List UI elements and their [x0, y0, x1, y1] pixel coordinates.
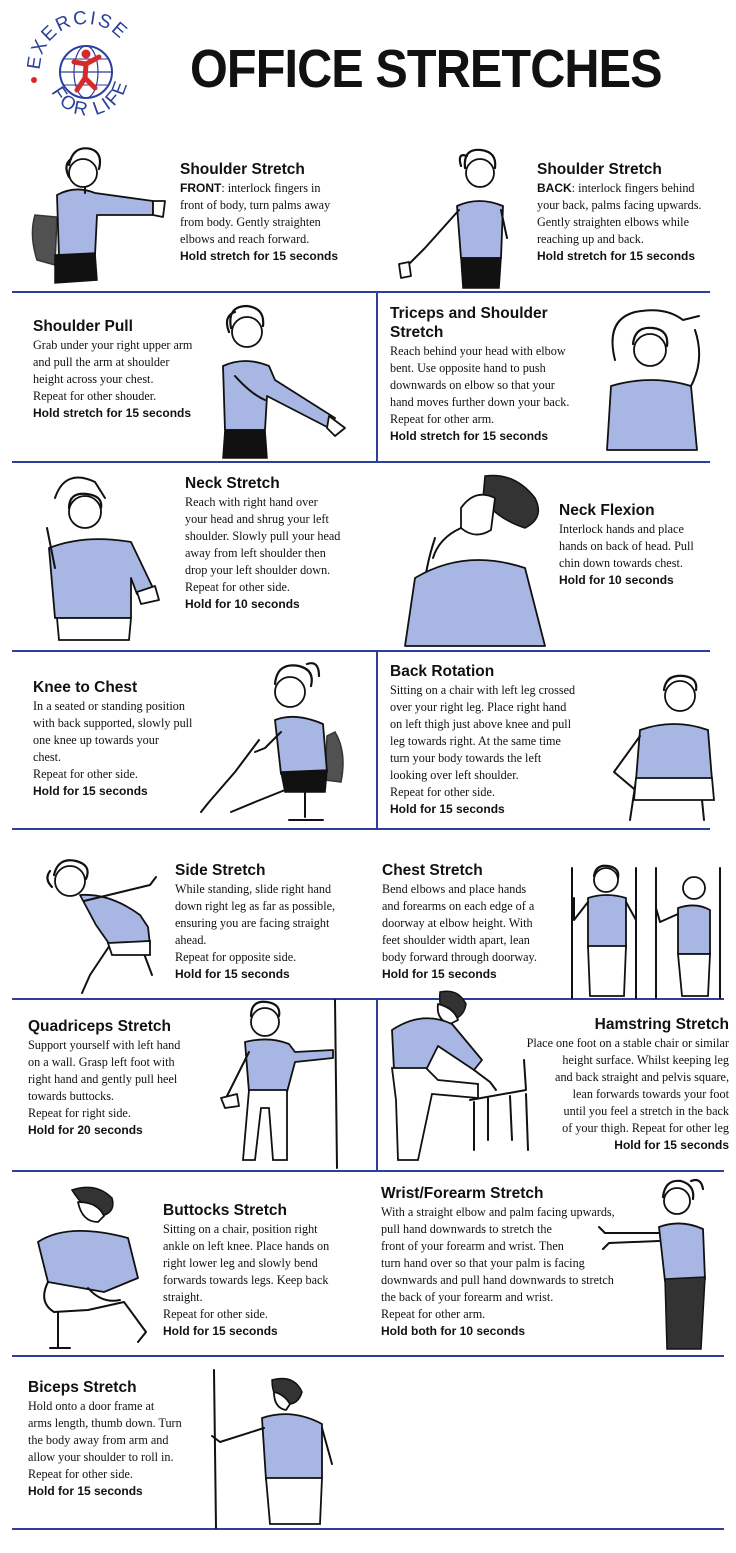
exercise-line: with back supported, slowly pull [33, 716, 193, 730]
exercise-hold: Hold for 10 seconds [185, 597, 300, 611]
exercise-line: ankle on left knee. Place hands on [163, 1239, 330, 1253]
exercise-line: In a seated or standing position [33, 699, 185, 713]
exercise-line: elbows and reach forward. [180, 232, 310, 246]
exercise-line: the back of your forearm and wrist. [381, 1290, 554, 1304]
exercise-line: pull hand downwards to stretch the [381, 1222, 552, 1236]
exercise-line: towards buttocks. [28, 1089, 114, 1103]
exercise-line: Repeat for other shouder. [33, 389, 157, 403]
exercise-line: and forearms on each edge of a [382, 899, 535, 913]
exercise-hold: Hold for 15 seconds [614, 1138, 729, 1152]
side-stretch-illustration [40, 855, 165, 995]
exercise-line: forwards towards legs. Keep back [163, 1273, 329, 1287]
exercise-quadriceps-stretch [28, 1017, 223, 1139]
exercise-hold: Hold for 15 seconds [33, 784, 148, 798]
exercise-hold: Hold for 15 seconds [28, 1484, 143, 1498]
exercise-line: looking over left shoulder. [390, 768, 519, 782]
exercise-line: front of your forearm and wrist. Then [381, 1239, 564, 1253]
exercise-title: Quadriceps Stretch [28, 1018, 171, 1035]
buttocks-stretch-illustration [28, 1182, 163, 1352]
exercise-line: arms length, thumb down. Turn [28, 1416, 182, 1430]
exercise-line: Reach behind your head with elbow [390, 344, 566, 358]
exercise-line: shoulder. Slowly pull your head [185, 529, 341, 543]
exercise-line: and pull the arm at shoulder [33, 355, 170, 369]
exercise-line: away from left shoulder then [185, 546, 326, 560]
exercise-line: Repeat for opposite side. [175, 950, 297, 964]
exercise-lead: FRONT [180, 181, 222, 195]
exercise-line: allow your shoulder to roll in. [28, 1450, 174, 1464]
exercise-title: Shoulder Stretch [537, 161, 662, 178]
exercise-hold: Hold for 20 seconds [28, 1123, 143, 1137]
exercise-line: : interlock fingers behind [571, 181, 695, 195]
exercise-lead: BACK [537, 181, 572, 195]
divider [12, 1528, 724, 1530]
exercise-line: down right leg as far as possible, [175, 899, 336, 913]
exercise-line: Repeat for other side. [185, 580, 290, 594]
divider [12, 291, 710, 293]
divider [12, 998, 724, 1000]
exercise-hold: Hold for 15 seconds [390, 802, 505, 816]
exercise-line: lean forwards towards your foot [572, 1087, 729, 1101]
chest-stretch-illustration [560, 858, 730, 998]
exercise-line: Interlock hands and place [559, 522, 684, 536]
exercise-line: the body away from arm and [28, 1433, 169, 1447]
exercise-line: Repeat for right side. [28, 1106, 131, 1120]
exercise-line: chest. [33, 750, 62, 764]
exercise-hold: Hold for 10 seconds [559, 573, 674, 587]
exercise-hold: Hold stretch for 15 seconds [537, 249, 696, 263]
shoulder-stretch-back-illustration [395, 138, 535, 290]
exercise-line: turn hand over so that your palm is facing [381, 1256, 585, 1270]
page-title: OFFICE STRETCHES [190, 39, 662, 99]
exercise-line: one knee up towards your [33, 733, 159, 747]
exercise-line: hand moves further down your back. [390, 395, 570, 409]
exercise-line: chin down towards chest. [559, 556, 683, 570]
exercise-line: drop your left shoulder down. [185, 563, 331, 577]
exercise-title: Chest Stretch [382, 862, 483, 879]
exercise-shoulder-pull [33, 317, 233, 422]
exercise-chest-stretch [382, 861, 562, 983]
exercise-title: Shoulder Stretch [180, 161, 305, 178]
exercise-line: : interlock fingers in [221, 181, 321, 195]
exercise-line: turn your body towards the left [390, 751, 542, 765]
exercise-title: Triceps and Shoulder Stretch [390, 305, 548, 341]
column-divider [376, 652, 378, 828]
exercise-line: and back straight and pelvis square, [555, 1070, 729, 1084]
exercise-line: Reach with right hand over [185, 495, 318, 509]
exercise-line: Repeat for other arm. [381, 1307, 486, 1321]
exercise-line: Support yourself with left hand [28, 1038, 181, 1052]
exercise-line: front of body, turn palms away [180, 198, 331, 212]
exercise-line: feet shoulder width apart, lean [382, 933, 530, 947]
exercise-title: Neck Flexion [559, 502, 655, 519]
exercise-line: With a straight elbow and palm facing upwards, [381, 1205, 615, 1219]
exercise-triceps-shoulder-stretch [390, 304, 600, 445]
exercise-line: Place one foot on a stable chair or similar [526, 1036, 729, 1050]
divider [12, 1355, 724, 1357]
exercise-line: your head and shrug your left [185, 512, 329, 526]
exercise-shoulder-stretch-back [537, 160, 732, 265]
exercise-hold: Hold stretch for 15 seconds [180, 249, 339, 263]
back-rotation-illustration [600, 660, 720, 825]
triceps-shoulder-stretch-illustration [595, 300, 715, 460]
divider [12, 1170, 724, 1172]
wrist-forearm-stretch-illustration [595, 1175, 725, 1353]
exercise-line: downwards on elbow so that your [390, 378, 555, 392]
divider [12, 461, 710, 463]
exercise-neck-flexion [559, 501, 729, 589]
exercise-line: hands on back of head. Pull [559, 539, 694, 553]
exercise-line: Hold onto a door frame at [28, 1399, 155, 1413]
exercise-title: Knee to Chest [33, 679, 138, 696]
exercise-line: leg towards right. At the same time [390, 734, 561, 748]
exercise-line: Bend elbows and place hands [382, 882, 527, 896]
neck-flexion-illustration [395, 468, 555, 648]
exercise-line: downwards and pull hand downwards to stretch [381, 1273, 614, 1287]
exercise-hold: Hold for 15 seconds [175, 967, 290, 981]
exercise-title: Back Rotation [390, 663, 495, 680]
exercise-shoulder-stretch-front [180, 160, 370, 265]
exercise-neck-stretch [185, 474, 375, 613]
exercise-line: doorway at elbow height. With [382, 916, 533, 930]
exercise-line: Repeat for other side. [390, 785, 495, 799]
exercise-title: Biceps Stretch [28, 1379, 137, 1396]
exercise-title: Wrist/Forearm Stretch [381, 1185, 544, 1202]
column-divider [376, 293, 378, 461]
exercise-hold: Hold stretch for 15 seconds [390, 429, 549, 443]
exercise-title: Neck Stretch [185, 475, 280, 492]
exercise-line: on a wall. Grasp left foot with [28, 1055, 175, 1069]
exercise-back-rotation [390, 662, 605, 818]
exercise-line: straight. [163, 1290, 203, 1304]
exercise-line: While standing, slide right hand [175, 882, 332, 896]
exercise-line: Repeat for other side. [163, 1307, 268, 1321]
exercise-line: Sitting on a chair, position right [163, 1222, 318, 1236]
exercise-line: Repeat for other side. [33, 767, 138, 781]
shoulder-pull-illustration [205, 296, 350, 460]
exercise-hold: Hold for 15 seconds [382, 967, 497, 981]
exercise-side-stretch [175, 861, 370, 983]
shoulder-stretch-front-illustration [25, 135, 180, 290]
knee-to-chest-illustration [195, 652, 365, 827]
exercise-line: Repeat for other arm. [390, 412, 495, 426]
exercise-line: body forward through doorway. [382, 950, 537, 964]
exercise-title: Shoulder Pull [33, 318, 133, 335]
exercise-title: Side Stretch [175, 862, 266, 879]
exercise-line: height across your chest. [33, 372, 154, 386]
divider [12, 828, 710, 830]
exercise-hold: Hold for 15 seconds [163, 1324, 278, 1338]
exercise-line: ahead. [175, 933, 207, 947]
logo-top-text: EXERCISE [23, 10, 133, 71]
exercise-hold: Hold both for 10 seconds [381, 1324, 526, 1338]
exercise-for-life-logo [22, 10, 150, 120]
biceps-stretch-illustration [200, 1368, 360, 1528]
quadriceps-stretch-illustration [215, 1000, 355, 1168]
exercise-line: ensuring you are facing straight [175, 916, 330, 930]
exercise-buttocks-stretch [163, 1201, 368, 1340]
exercise-line: on left thigh just above knee and pull [390, 717, 572, 731]
exercise-line: Grab under your right upper arm [33, 338, 193, 352]
hamstring-stretch-illustration [378, 990, 548, 1165]
exercise-line: your back, palms facing upwards. [537, 198, 702, 212]
exercise-biceps-stretch [28, 1378, 213, 1500]
exercise-line: height surface. Whilst keeping leg [562, 1053, 729, 1067]
exercise-line: from body. Gently straighten [180, 215, 321, 229]
exercise-hold: Hold stretch for 15 seconds [33, 406, 192, 420]
exercise-title: Hamstring Stretch [594, 1016, 729, 1033]
neck-stretch-illustration [35, 468, 170, 643]
exercise-line: until you feel a stretch in the back [563, 1104, 729, 1118]
exercise-line: of your thigh. Repeat for other leg [562, 1121, 729, 1135]
exercise-line: over your right leg. Place right hand [390, 700, 567, 714]
exercise-line: right lower leg and slowly bend [163, 1256, 318, 1270]
exercise-line: Sitting on a chair with left leg crossed [390, 683, 576, 697]
exercise-title: Buttocks Stretch [163, 1202, 288, 1219]
exercise-line: Repeat for other side. [28, 1467, 133, 1481]
exercise-line: right hand and gently pull heel [28, 1072, 178, 1086]
exercise-line: reaching up and back. [537, 232, 644, 246]
exercise-line: bent. Use opposite hand to push [390, 361, 546, 375]
exercise-line: Gently straighten elbows while [537, 215, 689, 229]
logo-bottom-text: FOR LIFE [46, 77, 133, 120]
